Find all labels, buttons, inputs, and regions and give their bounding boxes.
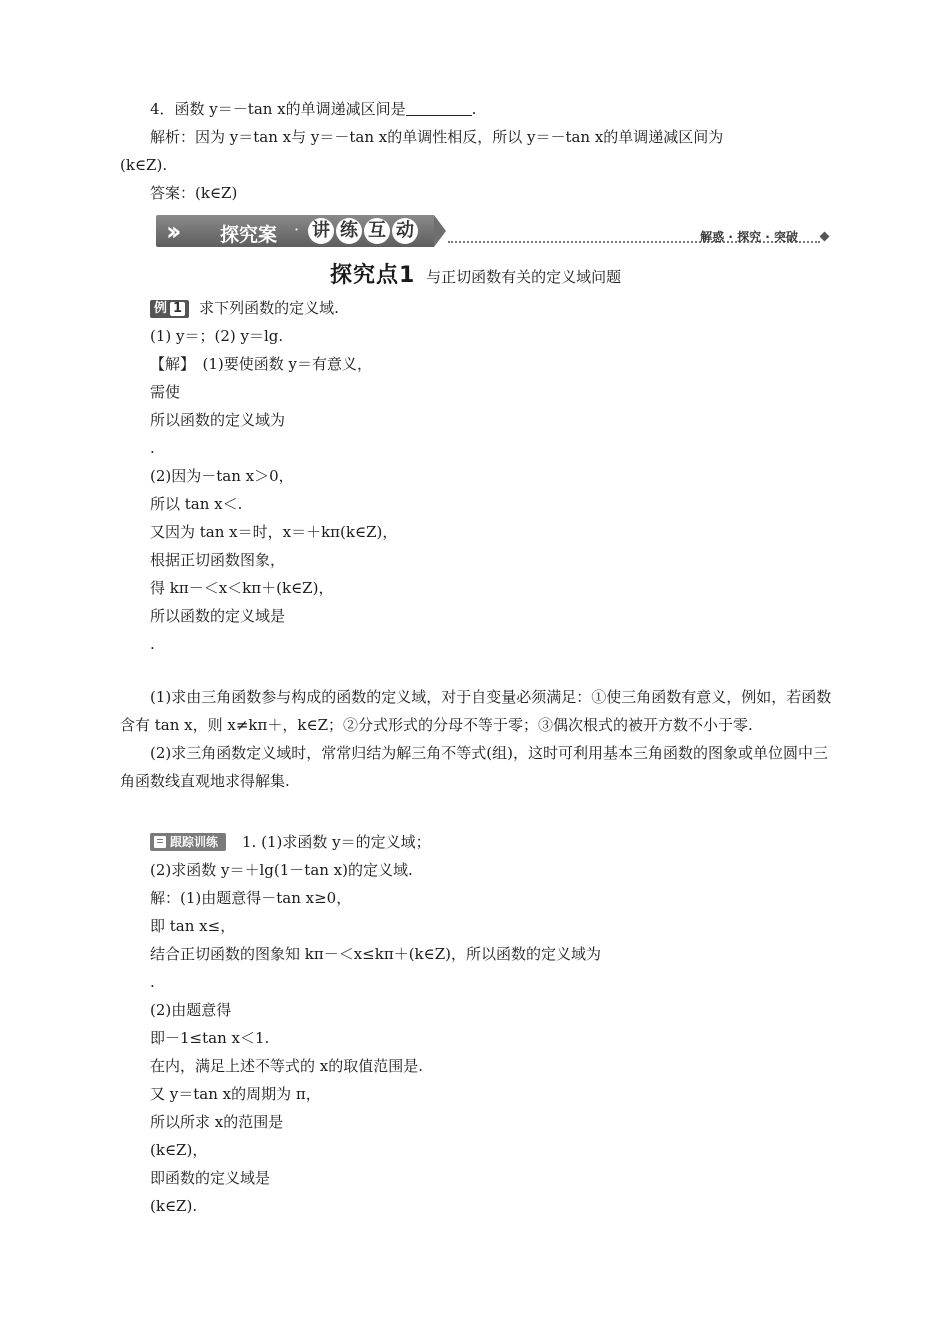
example-prompt: 求下列函数的定义域. <box>199 299 339 317</box>
training-line: 在内，满足上述不等式的 x的取值范围是. <box>150 1057 423 1075</box>
example-badge-number: 1 <box>170 302 185 316</box>
training-line: 即函数的定义域是 <box>150 1169 271 1187</box>
method-summary <box>120 683 832 795</box>
banner-char: 讲 <box>308 218 334 244</box>
example-badge-label: 例 <box>154 301 168 316</box>
banner-title: 探究案 <box>220 224 278 246</box>
training-line: (2)由题意得 <box>150 1001 232 1019</box>
notebook-icon <box>154 836 166 848</box>
diamond-icon <box>820 232 830 242</box>
training-badge <box>150 833 226 851</box>
training-line: (k∈Z)， <box>150 1141 208 1159</box>
training-line: 即 tan x≤， <box>150 917 236 935</box>
analysis-line-2: (k∈Z). <box>120 156 168 174</box>
training-line: 即－1≤tan x＜1. <box>150 1029 270 1047</box>
training-line: . <box>150 973 155 991</box>
section-heading <box>330 258 621 289</box>
training-line: 解：(1)由题意得－tan x≥0， <box>150 889 352 907</box>
example-line: . <box>150 635 155 653</box>
banner-bar <box>156 215 434 247</box>
example-line: 得 kπ－＜x＜kπ＋(k∈Z)， <box>150 579 334 597</box>
training-line: 所以所求 x的范围是 <box>150 1113 284 1131</box>
example-line: 所以 tan x＜. <box>150 495 243 513</box>
banner-char: 互 <box>364 218 390 244</box>
question-4 <box>150 99 476 119</box>
method-point-1: (1)求由三角函数参与构成的函数的定义域，对于自变量必须满足：①使三角函数有意义，例如，若函数含有 tan x，则 x≠kπ＋，k∈Z；②分式形式的分母不等于零；③偶次根式的被开方数不小于零. <box>120 688 832 734</box>
banner-chars <box>308 218 418 244</box>
training-line: (k∈Z). <box>150 1197 198 1215</box>
example-badge <box>150 300 189 318</box>
example-line: 所以函数的定义域为 <box>150 411 286 429</box>
training-header <box>150 832 431 852</box>
example-line: (1) y＝；(2) y＝lg. <box>150 327 284 345</box>
example-line: 所以函数的定义域是 <box>150 607 286 625</box>
training-line: 又 y＝tan x的周期为 π， <box>150 1085 321 1103</box>
answer-blank <box>406 101 472 116</box>
answer-line: 答案：(k∈Z) <box>150 184 238 202</box>
double-chevron-icon: ›› <box>166 217 176 247</box>
example-line: . <box>150 439 155 457</box>
example-line: 根据正切函数图象， <box>150 551 286 569</box>
section-banner <box>156 215 832 249</box>
section-subtitle: 与正切函数有关的定义域问题 <box>426 268 622 286</box>
section-title: 探究点1 <box>330 263 416 288</box>
banner-right-label: 解惑 · 探究 · 突破 <box>700 230 798 244</box>
training-badge-label: 跟踪训练 <box>170 835 219 849</box>
training-line: 结合正切函数的图象知 kπ－＜x≤kπ＋(k∈Z)，所以函数的定义域为 <box>150 945 602 963</box>
question-4-text: 4．函数 y＝－tan x的单调递减区间是 <box>150 100 406 118</box>
analysis-line-1: 解析：因为 y＝tan x与 y＝－tan x的单调性相反，所以 y＝－tan x的单调递减区间为 <box>150 128 724 146</box>
training-line: (2)求函数 y＝＋lg(1－tan x)的定义域. <box>150 861 413 879</box>
example-line: 【解】 (1)要使函数 y＝有意义， <box>150 355 372 373</box>
example-header <box>150 298 339 318</box>
example-line: (2)因为－tan x＞0， <box>150 467 294 485</box>
banner-char: 练 <box>336 218 362 244</box>
banner-char: 动 <box>392 218 418 244</box>
banner-separator: · <box>294 220 300 239</box>
method-point-2: (2)求三角函数定义域时，常常归结为解三角不等式(组)，这时可利用基本三角函数的图象或单位圆中三角函数线直观地求得解集. <box>120 744 828 790</box>
example-line: 又因为 tan x＝时，x＝＋kπ(k∈Z)， <box>150 523 398 541</box>
training-line: 1. (1)求函数 y＝的定义域； <box>242 833 431 851</box>
question-4-end: . <box>471 100 477 118</box>
example-line: 需使 <box>150 383 181 401</box>
